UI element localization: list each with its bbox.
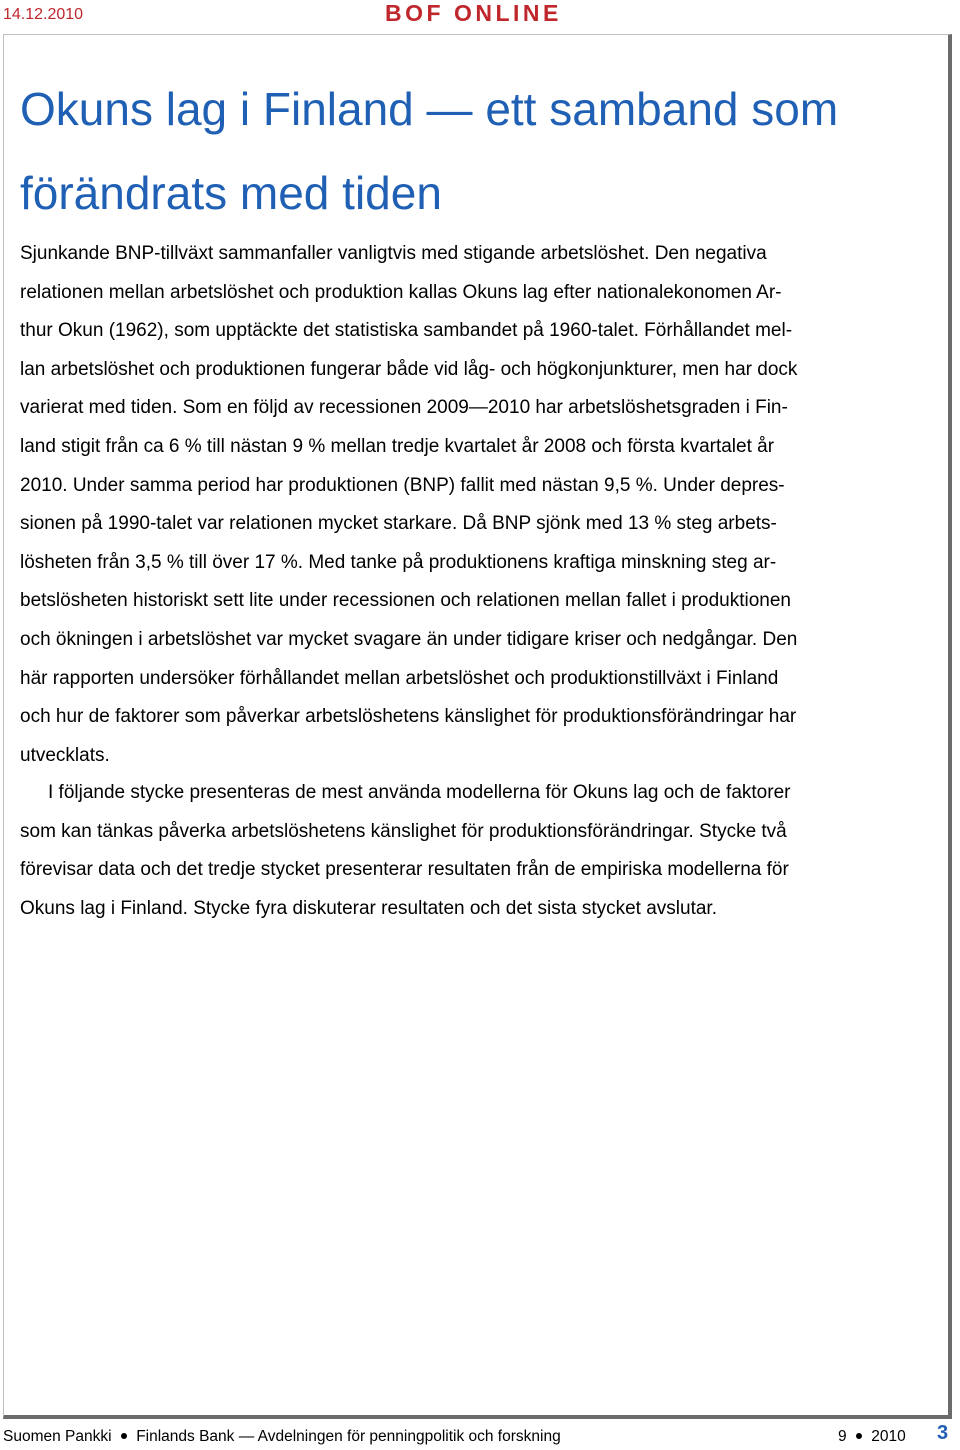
paragraph-line: I följande stycke presenteras de mest använda modellerna för Okuns lag och de faktorer (48, 782, 791, 803)
footer-org-fi: Suomen Pankki (3, 1428, 112, 1445)
footer-issue (838, 1427, 906, 1447)
page-number: 3 (937, 1422, 949, 1444)
paragraph-line: lan arbetslöshet och produktionen fungerar både vid låg- och högkonjunkturer, men har dock (20, 358, 798, 380)
paragraph-1 (20, 235, 938, 775)
paragraph-line: lösheten från 3,5 % till över 17 %. Med tanke på produktionens kraftiga minskning steg ar- (20, 551, 777, 573)
footer-publisher (3, 1427, 561, 1447)
paragraph-line: sionen på 1990-talet var relationen mycket starkare. Då BNP sjönk med 13 % steg arbets- (20, 513, 777, 535)
title-line-1: Okuns lag i Finland — ett samband som (20, 83, 839, 135)
bullet-icon (856, 1433, 862, 1439)
article-title (20, 67, 940, 235)
header-date: 14.12.2010 (3, 6, 84, 23)
footer-org-sv: Finlands Bank — Avdelningen för penningpolitik och forskning (136, 1428, 561, 1445)
paragraph-2 (20, 774, 938, 928)
issue-number: 9 (838, 1428, 847, 1445)
paragraph-line: utvecklats. (20, 744, 110, 766)
paragraph-line: thur Okun (1962), som upptäckte det statistiska sambandet på 1960-talet. Förhållandet mel- (20, 320, 793, 342)
issue-year: 2010 (871, 1428, 906, 1445)
paragraph-line: relationen mellan arbetslöshet och produktion kallas Okuns lag efter nationalekonomen Ar- (20, 281, 782, 303)
paragraph-line: Sjunkande BNP-tillväxt sammanfaller vanligtvis med stigande arbetslöshet. Den negativa (20, 243, 767, 264)
paragraph-line: betslösheten historiskt sett lite under recessionen och relationen mellan fallet i produktionen (20, 590, 792, 612)
paragraph-line: och ökningen i arbetslöshet var mycket svagare än under tidigare kriser och nedgångar. Den (20, 628, 798, 650)
paragraph-line: förevisar data och det tredje stycket presenterar resultaten från de empiriska modellerna för (20, 859, 789, 881)
header-brand: BOF ONLINE (385, 0, 562, 26)
paragraph-line: här rapporten undersöker förhållandet mellan arbetslöshet och produktionstillväxt i Finland (20, 667, 779, 689)
paragraph-line: 2010. Under samma period har produktionen (BNP) fallit med nästan 9,5 %. Under depres- (20, 474, 785, 496)
paragraph-line: land stigit från ca 6 % till nästan 9 % mellan tredje kvartalet år 2008 och första kvartalet år (20, 435, 775, 457)
paragraph-line: varierat med tiden. Som en följd av recessionen 2009—2010 har arbetslöshetsgraden i Fin- (20, 397, 788, 419)
bullet-icon (121, 1433, 127, 1439)
title-line-2: förändrats med tiden (20, 167, 442, 219)
paragraph-line: som kan tänkas påverka arbetslöshetens känslighet för produktionsförändringar. Stycke två (20, 820, 787, 842)
paragraph-line: Okuns lag i Finland. Stycke fyra diskuterar resultaten och det sista stycket avslutar. (20, 897, 717, 919)
paragraph-line: och hur de faktorer som påverkar arbetslöshetens känslighet för produktionsförändringar har (20, 706, 797, 728)
